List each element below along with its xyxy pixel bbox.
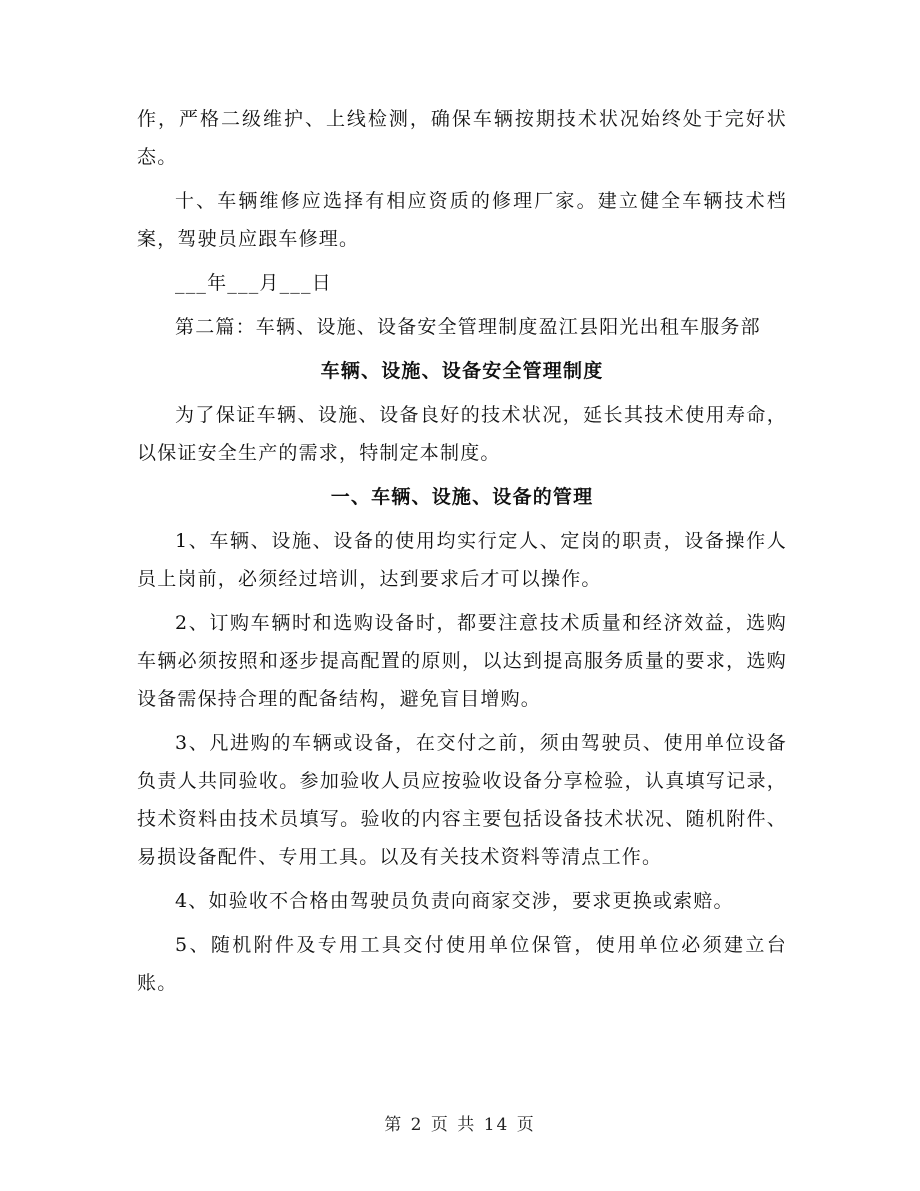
paragraph-continuation: 作，严格二级维护、上线检测，确保车辆按期技术状况始终处于完好状态。 (137, 108, 787, 168)
paragraph-intro: 为了保证车辆、设施、设备良好的技术状况，延长其技术使用寿命，以保证安全生产的需求，特制定本制度。 (137, 404, 787, 464)
document-heading: 车辆、设施、设备安全管理制度 (320, 360, 604, 382)
paragraph-item-5: 5、随机附件及专用工具交付使用单位保管，使用单位必须建立台账。 (137, 934, 787, 994)
date-line: ___年___月___日 (175, 272, 332, 294)
paragraph-item-3: 3、凡进购的车辆或设备，在交付之前，须由驾驶员、使用单位设备负责人共同验收。参加验收人员应按验收设备分享检验，认真填写记录，技术资料由技术员填写。验收的内容主要包括设备技术状况、随机附件、易损设备配件、专用工具。以及有关技术资料等清点工作。 (137, 732, 787, 868)
paragraph-item-ten: 十、车辆维修应选择有相应资质的修理厂家。建立健全车辆技术档案，驾驶员应跟车修理。 (137, 190, 787, 250)
paragraph-item-4: 4、如验收不合格由驾驶员负责向商家交涉，要求更换或索赔。 (175, 890, 734, 912)
document-body (137, 100, 787, 1008)
page-footer: 第 2 页 共 14 页 (384, 1115, 536, 1135)
paragraph-item-2: 2、订购车辆时和选购设备时，都要注意技术质量和经济效益，选购车辆必须按照和逐步提高配置的原则，以达到提高服务质量的要求，选购设备需保持合理的配备结构，避免盲目增购。 (137, 612, 787, 710)
section-title-part-two: 第二篇：车辆、设施、设备安全管理制度盈江县阳光出租车服务部 (175, 316, 761, 338)
section-heading-management: 一、车辆、设施、设备的管理 (330, 486, 594, 508)
paragraph-item-1: 1、车辆、设施、设备的使用均实行定人、定岗的职责，设备操作人员上岗前，必须经过培训，达到要求后才可以操作。 (137, 530, 787, 590)
